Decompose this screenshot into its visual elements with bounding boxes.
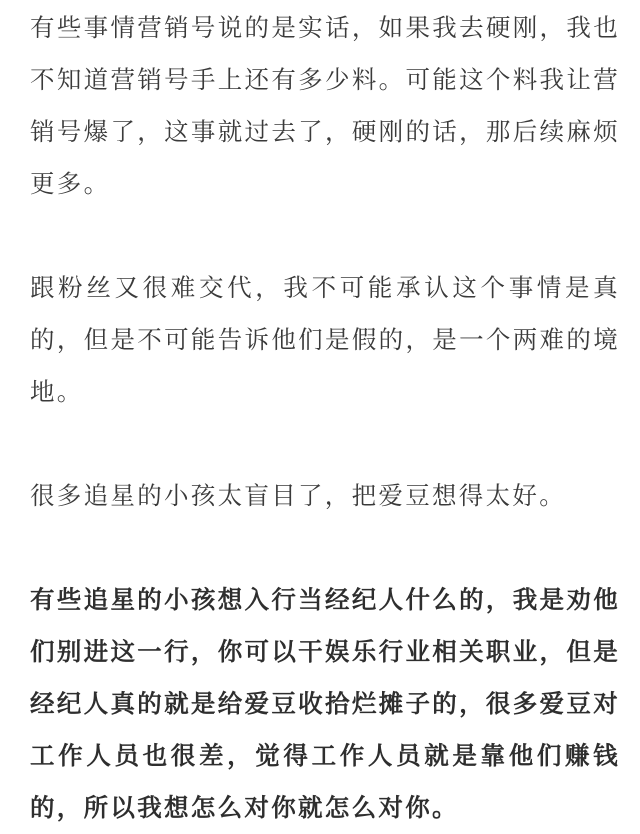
paragraph-2: 跟粉丝又很难交代，我不可能承认这个事情是真的，但是不可能告诉他们是假的，是一个两难的境地。 [30, 273, 620, 406]
paragraph-3: 很多追星的小孩太盲目了，把爱豆想得太好。 [30, 481, 566, 510]
article-body [30, 2, 620, 834]
paragraph-1: 有些事情营销号说的是实话，如果我去硬刚，我也不知道营销号手上还有多少料。可能这个料我让营销号爆了，这事就过去了，硬刚的话，那后续麻烦更多。 [30, 13, 620, 198]
paragraph-4-bold: 有些追星的小孩想入行当经纪人什么的，我是劝他们别进这一行，你可以干娱乐行业相关职业，但是经纪人真的就是给爱豆收拾烂摊子的，很多爱豆对工作人员也很差，觉得工作人员就是靠他们赚钱的，所以我想怎么对你就怎么对你。 [30, 585, 620, 822]
